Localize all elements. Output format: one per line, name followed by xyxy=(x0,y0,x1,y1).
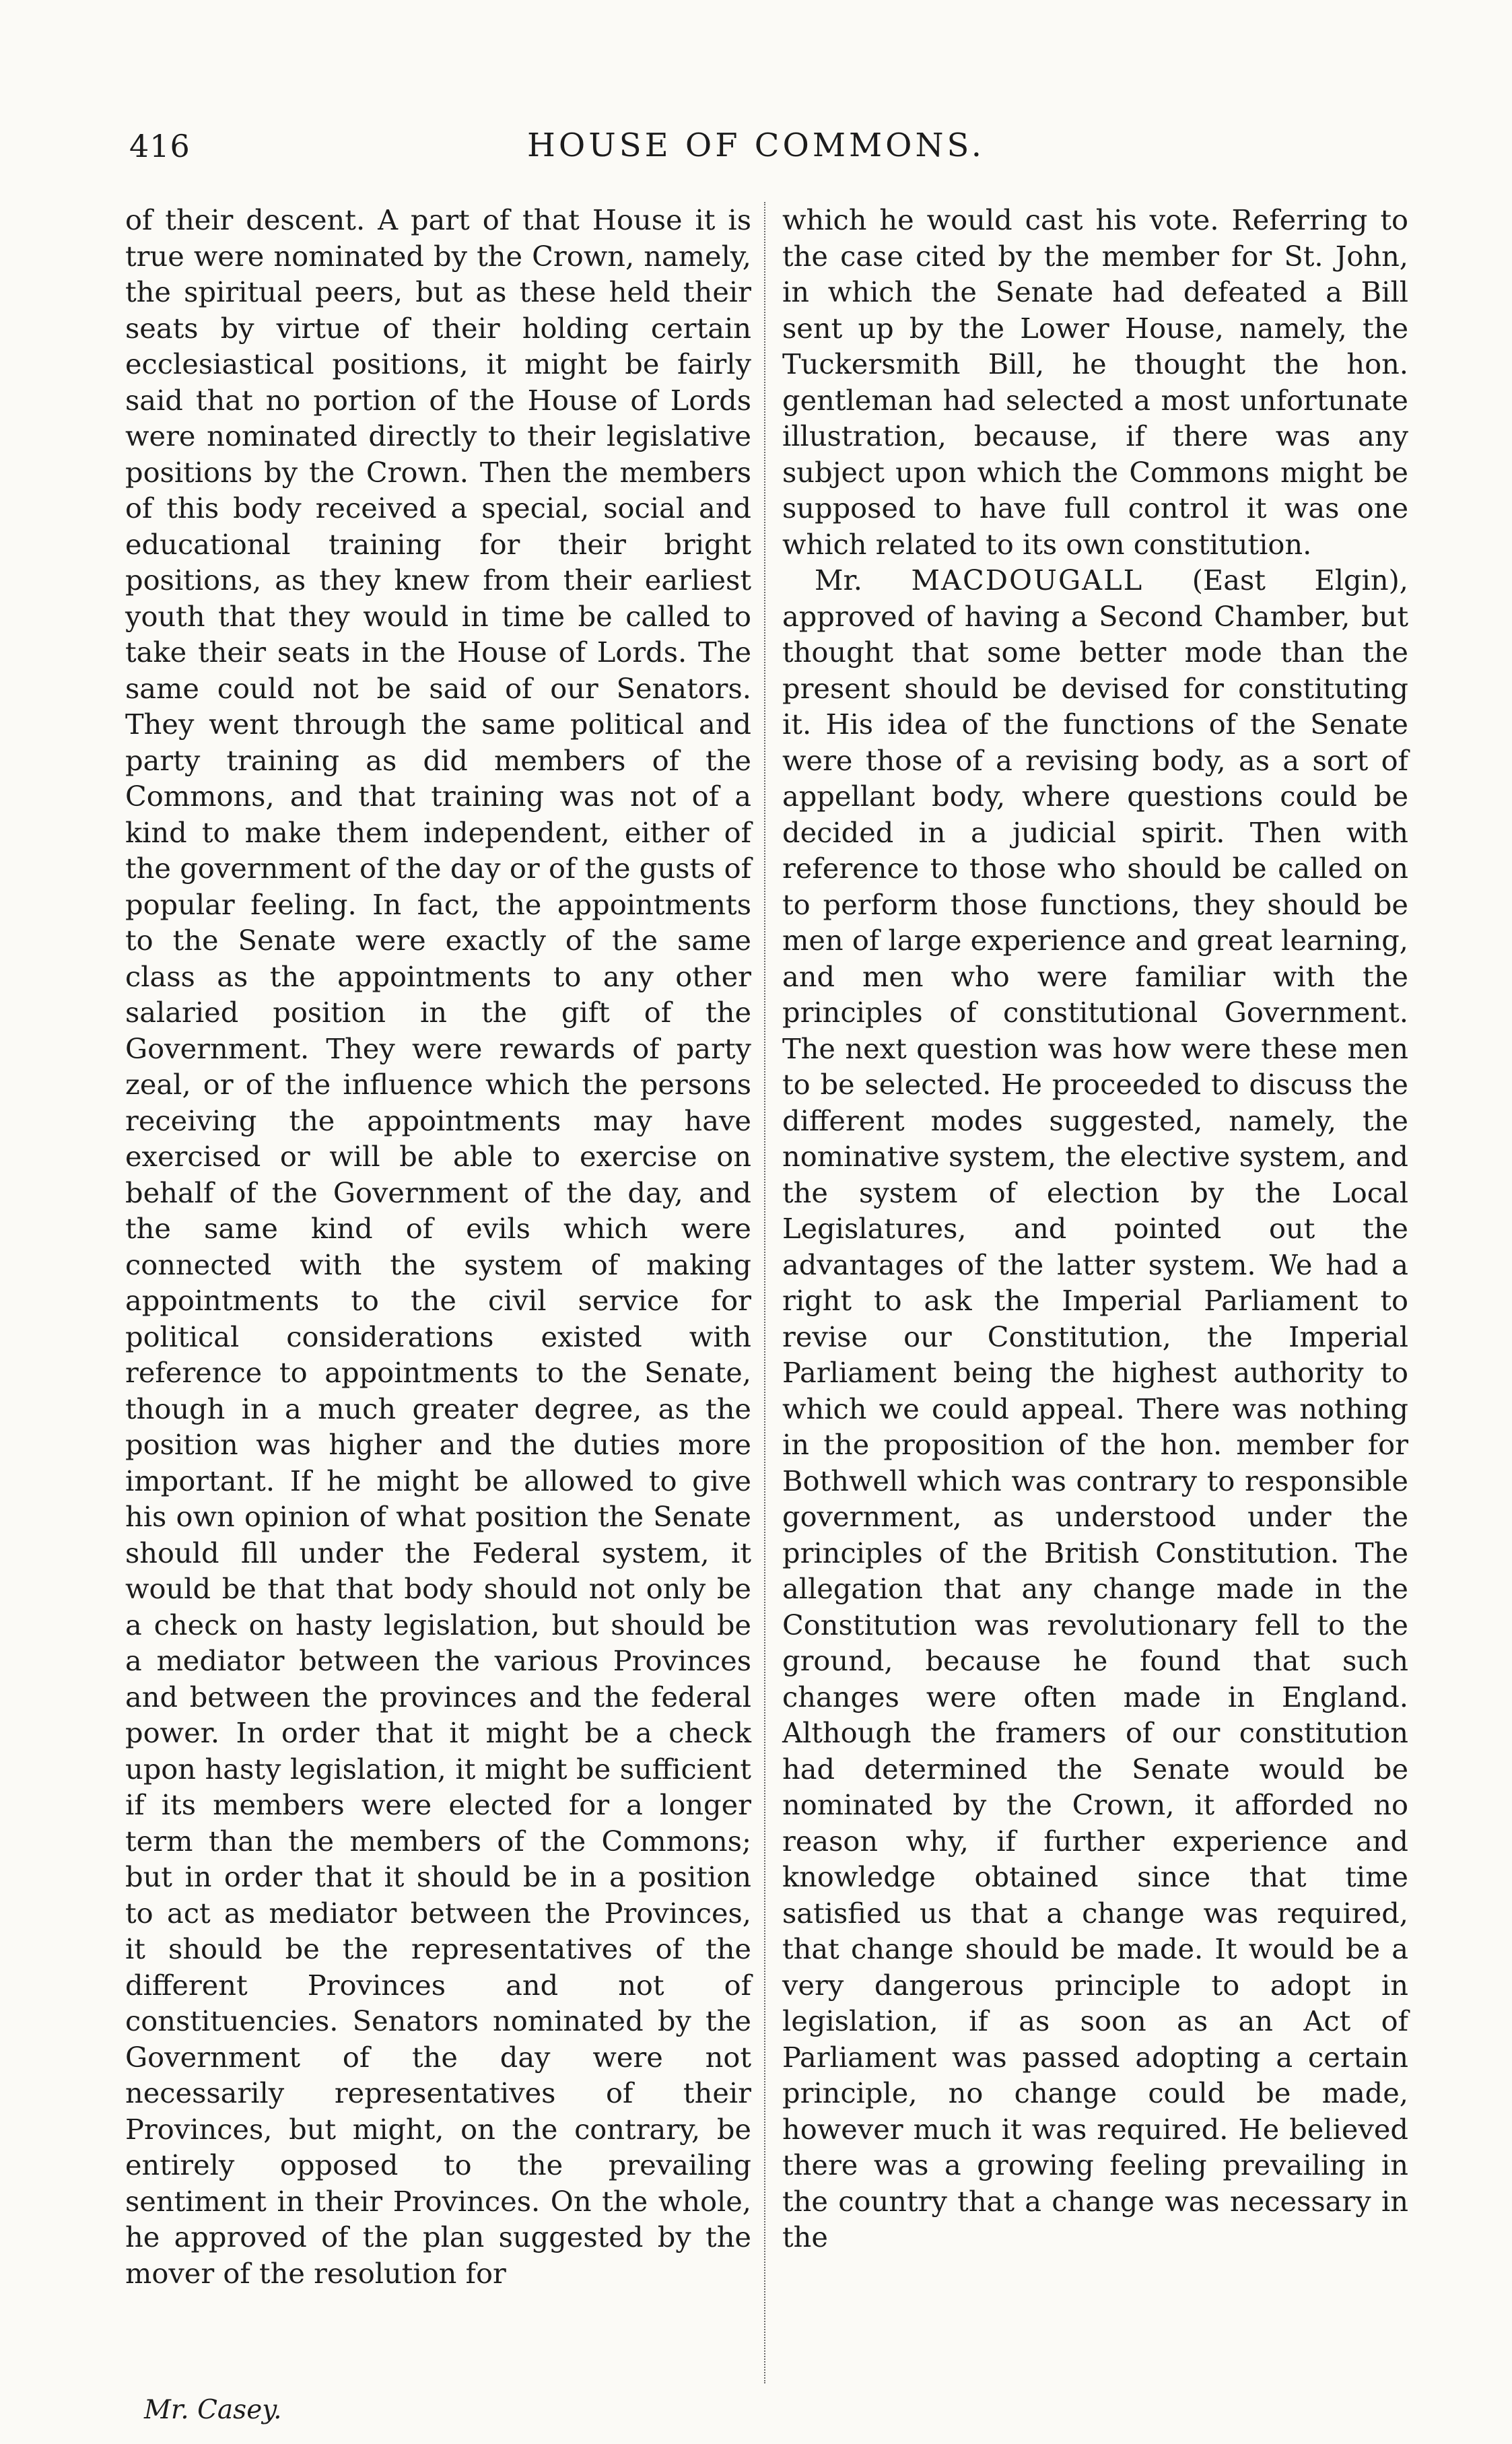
footer-speaker: Mr. Casey. xyxy=(144,2395,282,2425)
speaker-prefix: Mr. xyxy=(815,564,862,597)
left-column-text: of their descent. A part of that House it is true were nominated by the Crown, namely, the spiritual peers, but as these held their seats by virtue of their holding certain ecclesiastical positions, it might be fairly said that no portion of the House of Lords were nominated directly to their legislative positions by the Crown. Then the members of this body received a special, social and educational training for their bright positions, as they knew from their earliest youth that they would in time be called to take their seats in the House of Lords. The same could not be said of our Senators. They went through the same political and party training as did members of the Commons, and that training was not of a kind to make them independent, either of the government of the day or of the gusts of popular feeling. In fact, the appointments to the Senate were exactly of the same class as the appointments to any other salaried position in the gift of the Government. They were rewards of party zeal, or of the influence which the persons receiving the appointments may have exercised or will be able to exercise on behalf of the Government of the day, and the same kind of evils which were connected with the system of making appointments to the civil service for political considerations existed with reference to appointments to the Senate, though in a much greater degree, as the position was higher and the duties more important. If he might be allowed to give his own opinion of what position the Senate should fill under the Federal system, it would be that that body should not only be a check on hasty legislation, but should be a mediator between the various Provinces and between the provinces and the federal power. In order that it might be a check upon hasty legislation, it might be sufficient if its members were elected for a longer term than the members of the Commons; but in order that it should be in a position to act as mediator between the Provinces, it should be the representatives of the different Provinces and not of constituencies. Senators nominated by the Government of the day were not necessarily representatives of their Provinces, but might, on the contrary, be entirely opposed to the prevailing sentiment in their Provinces. On the whole, he approved of the plan suggested by the mover of the resolution for xyxy=(125,203,751,2290)
left-column xyxy=(125,202,751,2291)
page-number: 416 xyxy=(129,128,191,164)
speaker-name: MACDOUGALL xyxy=(911,564,1144,597)
speaker-riding: (East Elgin), xyxy=(1192,564,1408,597)
right-paragraph-2-text: approved of having a Second Chamber, but thought that some better mode than the present should be devised for constituting it. His idea of the functions of the Senate were those of a revising body, as a sort of appellant body, where questions could be decided in a judicial spirit. Then with reference to those who should be called on to perform those functions, they should be men of large experience and great learning, and men who were familiar with the principles of constitutional Government. The next question was how were these men to be selected. He proceeded to discuss the different modes suggested, namely, the nominative system, the elective system, and the system of election by the Local Legislatures, and pointed out the advantages of the latter system. We had a right to ask the Imperial Parliament to revise our Constitution, the Imperial Parliament being the highest authority to which we could appeal. There was nothing in the proposition of the hon. member for Bothwell which was contrary to responsible government, as understood under the principles of the British Constitution. The allegation that any change made in the Constitution was revolutionary fell to the ground, because he found that such changes were often made in England. Although the framers of our constitution had determined the Senate would be nominated by the Crown, it afforded no reason why, if further experience and knowledge obtained since that time satisfied us that a change was required, that change should be made. It would be a very dangerous principle to adopt in legislation, if as soon as an Act of Parliament was passed adopting a certain principle, no change could be made, however much it was required. He believed there was a growing feeling prevailing in the country that a change was necessary in the xyxy=(782,599,1408,2253)
right-paragraph-1: which he would cast his vote. Referring to the case cited by the member for St. John, in which the Senate had defeated a Bill sent up by the Lower House, namely, the Tuckersmith Bill, he thought the hon. gentleman had selected a most unfortunate illustration, because, if there was any subject upon which the Commons might be supposed to have full control it was one which related to its own constitution. xyxy=(782,203,1408,561)
running-title: HOUSE OF COMMONS. xyxy=(527,127,985,164)
column-divider xyxy=(764,202,765,2383)
right-paragraph-2 xyxy=(782,562,1408,2255)
right-column xyxy=(782,202,1408,2255)
